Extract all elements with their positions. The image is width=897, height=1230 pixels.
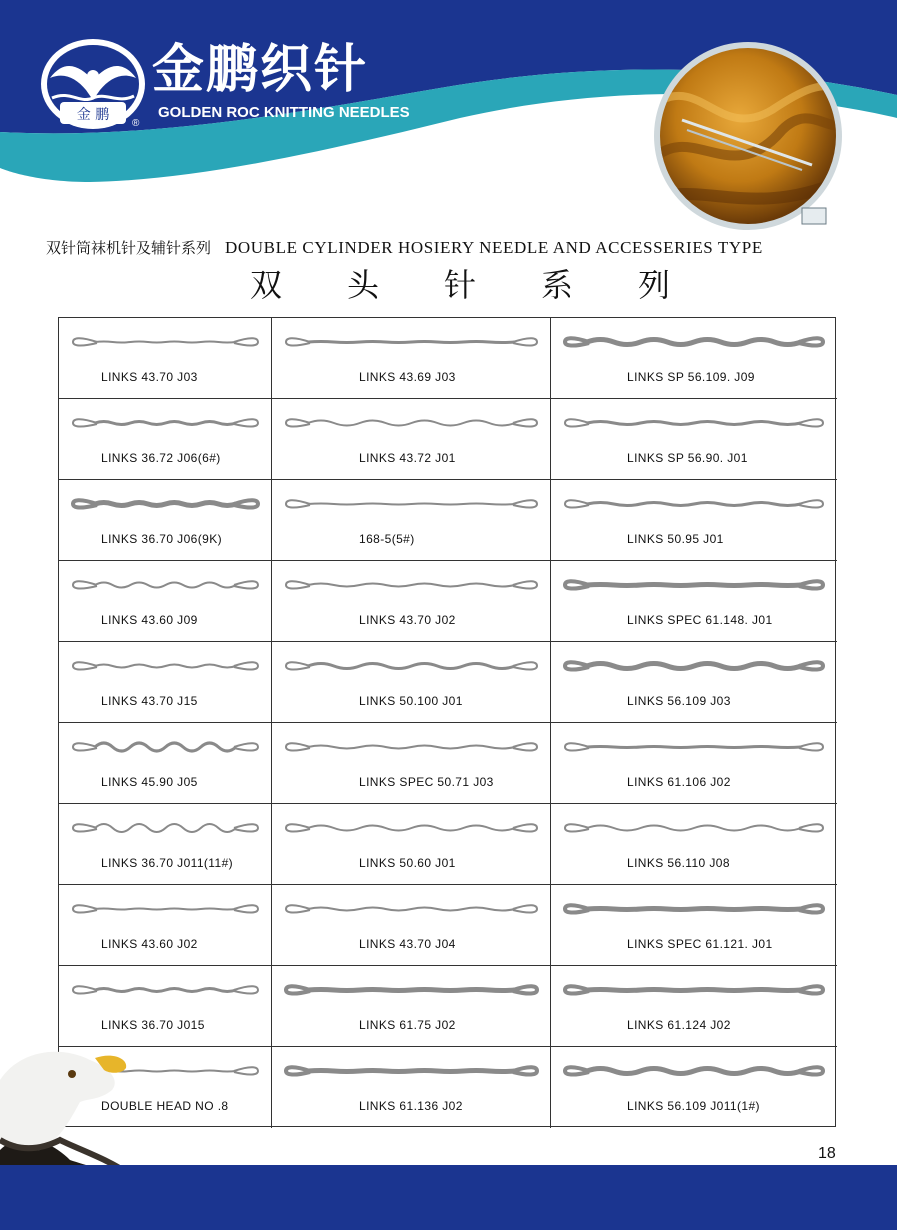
needle-model-label: LINKS SPEC 61.121. J01 <box>627 937 773 951</box>
needle-shaft <box>587 340 801 345</box>
needle-shaft <box>95 743 236 751</box>
needle-shaft <box>95 422 236 425</box>
needle-hook <box>513 743 537 750</box>
needle-cell <box>551 318 837 399</box>
needle-shaft <box>308 990 515 991</box>
needle-shaft <box>95 665 236 668</box>
needle-cell <box>551 723 837 804</box>
needle-drawing <box>59 642 272 692</box>
needle-model-label: LINKS SP 56.90. J01 <box>627 451 748 465</box>
needle-hook <box>234 500 258 507</box>
needle-model-label: LINKS 50.100 J01 <box>359 694 463 708</box>
category-title-char: 针 <box>443 266 476 304</box>
needle-shaft <box>308 504 515 505</box>
needle-drawing <box>551 642 837 692</box>
needle-shaft <box>308 746 515 749</box>
needle-hook <box>234 905 258 912</box>
needle-hook <box>286 905 310 912</box>
needle-hook <box>513 986 537 993</box>
needle-cell <box>551 1047 837 1128</box>
needle-shaft <box>95 503 236 506</box>
needle-hook <box>234 986 258 993</box>
needle-cell <box>59 318 272 399</box>
needle-hook <box>799 338 823 345</box>
needle-hook <box>73 662 97 669</box>
needle-drawing <box>551 1047 837 1097</box>
needle-hook <box>565 1067 589 1074</box>
needle-hook <box>799 743 823 750</box>
needle-cell <box>272 885 551 966</box>
needle-model-label: LINKS SPEC 50.71 J03 <box>359 775 494 789</box>
needle-cell <box>272 966 551 1047</box>
needle-hook <box>286 500 310 507</box>
needle-drawing <box>272 480 551 530</box>
needle-shaft <box>95 909 236 910</box>
needle-model-label: LINKS 50.95 J01 <box>627 532 724 546</box>
needle-model-label: LINKS 43.70 J15 <box>101 694 198 708</box>
needle-shaft <box>308 908 515 911</box>
needle-hook <box>799 500 823 507</box>
needle-model-label: LINKS 61.106 J02 <box>627 775 731 789</box>
golden-roc-logo <box>40 38 146 130</box>
registered-mark: ® <box>132 118 140 129</box>
needle-hook <box>234 419 258 426</box>
needle-cell <box>551 885 837 966</box>
needle-drawing <box>272 561 551 611</box>
needle-cell <box>551 804 837 885</box>
needle-hook <box>565 986 589 993</box>
needle-hook <box>234 581 258 588</box>
needle-shaft <box>587 585 801 586</box>
series-heading <box>46 237 763 258</box>
needle-shaft <box>587 503 801 506</box>
needle-cell <box>272 804 551 885</box>
needle-model-label: LINKS 43.72 J01 <box>359 451 456 465</box>
needle-drawing <box>59 885 272 935</box>
needle-drawing <box>59 966 272 1016</box>
needle-hook <box>73 500 97 507</box>
fabric-needle-photo <box>652 40 844 232</box>
needle-hook <box>513 905 537 912</box>
needle-model-label: LINKS 36.72 J06(6#) <box>101 451 221 465</box>
needle-model-label: LINKS 45.90 J05 <box>101 775 198 789</box>
needle-model-label: LINKS 61.136 J02 <box>359 1099 463 1113</box>
needle-hook <box>73 581 97 588</box>
needle-hook <box>565 581 589 588</box>
needle-hook <box>73 986 97 993</box>
needle-cell <box>59 642 272 723</box>
needle-hook <box>513 824 537 831</box>
needle-hook <box>73 743 97 750</box>
needle-hook <box>565 338 589 345</box>
needle-drawing <box>272 804 551 854</box>
needle-drawing <box>272 723 551 773</box>
needle-shaft <box>95 824 236 832</box>
needle-drawing <box>59 561 272 611</box>
category-title <box>250 260 670 306</box>
needle-hook <box>286 824 310 831</box>
needle-hook <box>234 662 258 669</box>
needle-catalog-table <box>58 317 836 1127</box>
series-title-cn: 双针筒袜机针及辅针系列 <box>46 239 212 257</box>
needle-hook <box>286 419 310 426</box>
needle-hook <box>799 419 823 426</box>
brand-name-cn: 金鹏织针 <box>152 40 369 100</box>
needle-shaft <box>308 664 515 669</box>
needle-hook <box>73 419 97 426</box>
needle-model-label: LINKS SPEC 61.148. J01 <box>627 613 773 627</box>
needle-drawing <box>59 723 272 773</box>
needle-hook <box>513 500 537 507</box>
needle-model-label: DOUBLE HEAD NO .8 <box>101 1099 229 1113</box>
needle-hook <box>286 1067 310 1074</box>
needle-drawing <box>59 480 272 530</box>
needle-model-label: LINKS 43.70 J04 <box>359 937 456 951</box>
needle-model-label: LINKS 43.60 J02 <box>101 937 198 951</box>
needle-model-label: LINKS 61.75 J02 <box>359 1018 456 1032</box>
needle-drawing <box>551 480 837 530</box>
needle-hook <box>286 743 310 750</box>
needle-hook <box>565 824 589 831</box>
needle-cell <box>551 966 837 1047</box>
needle-cell <box>272 723 551 804</box>
needle-cell <box>59 480 272 561</box>
needle-shaft <box>587 664 801 669</box>
category-title-char: 列 <box>637 266 670 304</box>
needle-drawing <box>272 642 551 692</box>
category-title-char: 系 <box>540 266 573 304</box>
series-title-en: DOUBLE CYLINDER HOSIERY NEEDLE AND ACCESSERIES TYPE <box>225 238 763 257</box>
needle-hook <box>565 662 589 669</box>
needle-model-label: LINKS 56.109 J011(1#) <box>627 1099 760 1113</box>
needle-drawing <box>551 804 837 854</box>
needle-hook <box>513 419 537 426</box>
needle-shaft <box>587 826 801 831</box>
footer-bar <box>0 1165 897 1230</box>
needle-model-label: LINKS 36.70 J06(9K) <box>101 532 222 546</box>
needle-cell <box>272 1047 551 1128</box>
needle-shaft <box>587 747 801 748</box>
needle-cell <box>551 399 837 480</box>
needle-drawing <box>551 561 837 611</box>
needle-hook <box>286 662 310 669</box>
needle-hook <box>73 824 97 831</box>
needle-hook <box>799 905 823 912</box>
needle-drawing <box>272 1047 551 1097</box>
needle-hook <box>799 824 823 831</box>
needle-hook <box>799 581 823 588</box>
needle-cell <box>59 561 272 642</box>
needle-shaft <box>308 1071 515 1072</box>
needle-model-label: LINKS 50.60 J01 <box>359 856 456 870</box>
needle-hook <box>286 581 310 588</box>
logo-text: 金 鹏 <box>76 107 110 123</box>
needle-drawing <box>59 318 272 368</box>
needle-hook <box>799 662 823 669</box>
needle-drawing <box>59 399 272 449</box>
needle-shaft <box>587 1069 801 1074</box>
needle-hook <box>565 743 589 750</box>
brand-name-en: GOLDEN ROC KNITTING NEEDLES <box>158 104 410 121</box>
needle-drawing <box>272 399 551 449</box>
needle-model-label: LINKS 43.70 J03 <box>101 370 198 384</box>
needle-hook <box>73 905 97 912</box>
needle-hook <box>565 419 589 426</box>
needle-shaft <box>95 583 236 588</box>
needle-hook <box>513 1067 537 1074</box>
needle-shaft <box>308 826 515 831</box>
needle-hook <box>565 500 589 507</box>
needle-drawing <box>272 318 551 368</box>
needle-cell <box>272 399 551 480</box>
needle-hook <box>286 986 310 993</box>
needle-model-label: 168-5(5#) <box>359 532 415 546</box>
needle-model-label: LINKS 36.70 J015 <box>101 1018 205 1032</box>
needle-hook <box>565 905 589 912</box>
needle-cell <box>272 642 551 723</box>
needle-cell <box>59 399 272 480</box>
needle-cell <box>59 966 272 1047</box>
needle-hook <box>234 824 258 831</box>
needle-hook <box>513 338 537 345</box>
needle-cell <box>59 723 272 804</box>
needle-model-label: LINKS 56.110 J08 <box>627 856 730 870</box>
needle-cell <box>272 318 551 399</box>
needle-shaft <box>587 990 801 991</box>
needle-drawing <box>551 966 837 1016</box>
needle-model-label: LINKS 43.70 J02 <box>359 613 456 627</box>
needle-cell <box>551 642 837 723</box>
needle-drawing <box>59 804 272 854</box>
needle-shaft <box>95 342 236 343</box>
needle-shaft <box>95 989 236 992</box>
needle-model-label: LINKS SP 56.109. J09 <box>627 370 755 384</box>
needle-model-label: LINKS 56.109 J03 <box>627 694 731 708</box>
needle-cell <box>551 480 837 561</box>
needle-hook <box>513 662 537 669</box>
needle-drawing <box>551 885 837 935</box>
needle-drawing <box>551 399 837 449</box>
needle-hook <box>286 338 310 345</box>
needle-cell <box>272 561 551 642</box>
needle-hook <box>799 1067 823 1074</box>
needle-shaft <box>308 342 515 343</box>
needle-cell <box>59 885 272 966</box>
needle-cell <box>272 480 551 561</box>
needle-shaft <box>587 422 801 425</box>
needle-drawing <box>551 723 837 773</box>
needle-cell <box>551 561 837 642</box>
needle-cell <box>59 804 272 885</box>
needle-hook <box>799 986 823 993</box>
needle-model-label: LINKS 61.124 J02 <box>627 1018 731 1032</box>
needle-drawing <box>551 318 837 368</box>
needle-hook <box>73 338 97 345</box>
needle-shaft <box>308 421 515 426</box>
needle-drawing <box>272 966 551 1016</box>
needle-drawing <box>272 885 551 935</box>
needle-hook <box>234 743 258 750</box>
needle-hook <box>513 581 537 588</box>
needle-model-label: LINKS 43.60 J09 <box>101 613 198 627</box>
needle-hook <box>234 338 258 345</box>
category-title-char: 头 <box>346 266 379 304</box>
page-number: 18 <box>818 1145 836 1162</box>
needle-model-label: LINKS 36.70 J011(11#) <box>101 856 234 870</box>
category-title-char: 双 <box>250 266 283 304</box>
needle-hook <box>234 1067 258 1074</box>
needle-shaft <box>587 909 801 910</box>
needle-shaft <box>308 584 515 587</box>
needle-model-label: LINKS 43.69 J03 <box>359 370 456 384</box>
